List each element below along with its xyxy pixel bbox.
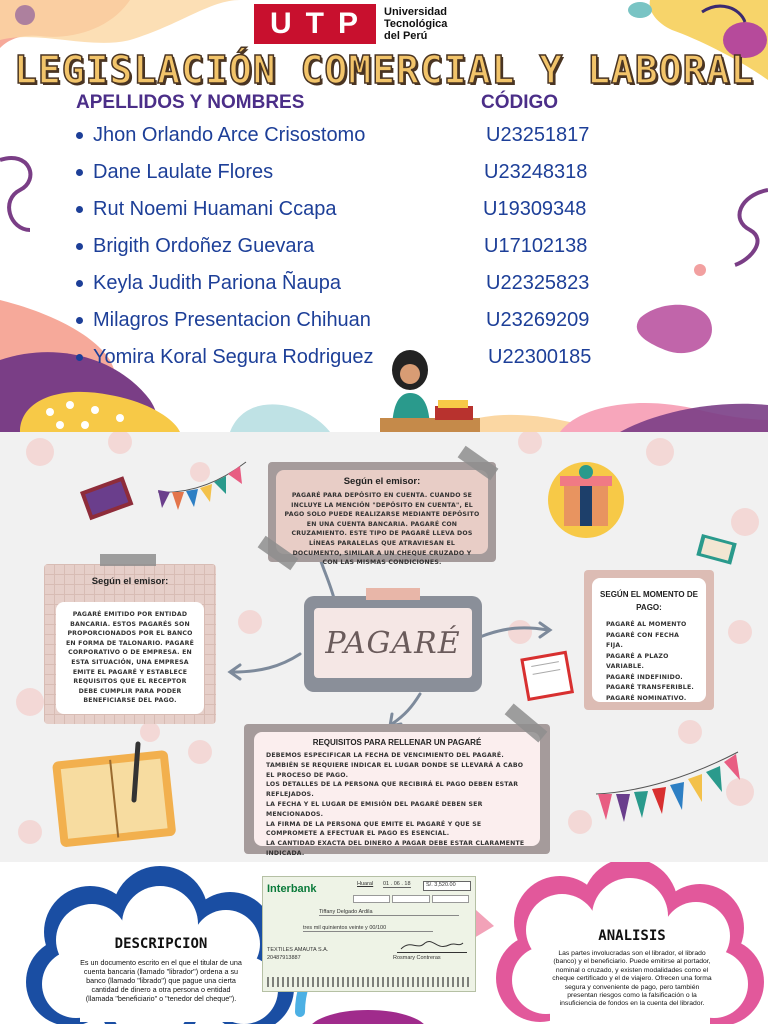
signature-icon <box>397 937 467 953</box>
student-illustration <box>380 348 480 432</box>
cheque-micr-line <box>267 977 471 987</box>
list-item: PAGARÉ TRANSFERIBLE. <box>606 684 694 691</box>
bullet-icon <box>76 317 83 324</box>
team-section <box>0 0 768 432</box>
payment-moment-card <box>584 570 714 710</box>
institution-line: del Perú <box>384 30 428 42</box>
member-code: U22325823 <box>486 272 590 294</box>
list-item: LA FIRMA DE LA PERSONA QUE EMITE EL PAGARÉ Y QUE SE COMPROMETE A EFECTUAR EL PAGO ES ESENCIAL. <box>266 820 482 838</box>
utp-logo-mark: UTP <box>254 4 376 44</box>
bullet-icon <box>76 169 83 176</box>
requirements-list <box>254 747 540 862</box>
cheque-amount-words: tres mil quinientos veinte y 00/100 <box>303 925 433 932</box>
card-title: REQUISITOS PARA RELLENAR UN PAGARÉ <box>312 738 482 747</box>
member-name <box>76 198 336 221</box>
utp-logo <box>254 4 447 44</box>
cheque-code-box <box>392 895 429 903</box>
member-code: U17102138 <box>484 235 588 257</box>
member-name <box>76 161 273 184</box>
list-item: PAGARÉ AL MOMENTO <box>606 621 687 628</box>
bank-name: Interbank <box>267 883 317 895</box>
list-item: PAGARÉ NOMINATIVO. <box>606 694 687 702</box>
cheque-ruc: 20487913887 <box>267 955 301 961</box>
requirements-card <box>244 724 550 857</box>
analysis-title: ANALISIS <box>598 928 666 944</box>
member-name <box>76 124 365 147</box>
member-name-text: Keyla Judith Pariona Ñaupa <box>93 272 341 294</box>
tape-decoration <box>100 554 156 566</box>
cheque-image <box>262 876 476 992</box>
code-column-header: CÓDIGO <box>481 92 559 113</box>
cheque-place: Huaral <box>357 881 374 887</box>
description-text: Es un documento escrito en el que el titular de una cuenta bancaria (llamado "librador") ordena a su banco (llamado "librado") que pague una cierta cantidad de dinero a otra persona o entidad (llamada "beneficiario" o "tenedor del cheque"). <box>80 958 242 1003</box>
member-name-text: Jhon Orlando Arce Crisostomo <box>93 124 366 146</box>
bullet-icon <box>76 243 83 250</box>
member-name <box>76 309 371 332</box>
issuer-card-left <box>44 564 216 724</box>
cheque-code-box <box>353 895 390 903</box>
payment-moment-list <box>592 614 706 704</box>
cheque-code-box <box>432 895 469 903</box>
cheque-currency: S/. <box>426 882 433 888</box>
list-item: DEBEMOS ESPECIFICAR LA FECHA DE VENCIMIENTO DEL PAGARÉ. <box>266 752 504 759</box>
bullet-icon <box>76 280 83 287</box>
list-item: PAGARÉ CON FECHA FIJA. <box>606 631 680 649</box>
cheque-payee: Tiffany Delgado Ardila <box>319 909 459 916</box>
member-code: U23248318 <box>484 161 588 183</box>
list-item: LOS DETALLES DE LA PERSONA QUE RECIBIRÁ EL PAGO DEBEN ESTAR REFLEJADOS. <box>266 781 519 799</box>
member-name-text: Milagros Presentacion Chihuan <box>93 309 371 331</box>
center-title: PAGARÉ <box>325 625 461 661</box>
bullet-icon <box>76 206 83 213</box>
card-title: Según el emisor: <box>343 476 421 487</box>
description-block <box>78 936 244 1003</box>
card-text: PAGARÉ PARA DEPÓSITO EN CUENTA. CUANDO SE INCLUYE LA MENCIÓN "DEPÓSITO EN CUENTA", EL PAGO SOLO PUEDE REALIZARSE MEDIANTE DEPÓSITO EN UNA CUENTA BANCARIA. PAGARÉ CON CRUZAMIENTO. ESTE TIPO DE PAGARÉ LLEVA DOS LÍNEAS PARALELAS QUE ATRAVIESAN EL DOCUMENTO, SIMILAR A UN CHEQUE CRUZADO Y CON LAS MISMAS CONDICIONES. <box>284 492 480 567</box>
names-column-header: APELLIDOS Y NOMBRES <box>76 92 305 113</box>
list-item: LA FECHA Y EL LUGAR DE EMISIÓN DEL PAGARÉ DEBEN SER MENCIONADOS. <box>266 800 483 818</box>
member-code: U19309348 <box>483 198 587 220</box>
utp-institution-name <box>384 6 447 42</box>
issuer-card-top <box>268 462 496 567</box>
analysis-block <box>552 928 712 1009</box>
cheque-amount: 3,520.00 <box>434 882 456 888</box>
description-title: DESCRIPCION <box>114 936 208 952</box>
member-code: U22300185 <box>488 346 592 368</box>
page-title: LEGISLACIÓN COMERCIAL Y LABORAL <box>14 48 755 92</box>
cheque-date: 01 . 06 . 18 <box>383 881 411 887</box>
card-text: PAGARÉ EMITIDO POR ENTIDAD BANCARIA. ESTOS PAGARÉS SON PROPORCIONADOS POR EL BANCO EN FORMA DE TALONARIO. PAGARÉ CORPORATIVO O DE EMPRESA. EN ESTA SITUACIÓN, UNA EMPRESA EMITE EL PAGARÉ Y ESTABLECE REQUISITOS QUE EL RECEPTOR DEBE CUMPLIR PARA PODER BENEFICIARSE DEL PAGO. <box>65 611 194 705</box>
list-item: TAMBIÉN SE REQUIERE INDICAR EL LUGAR DONDE SE LLEVARÁ A CABO EL PROCESO DE PAGO. <box>266 761 524 779</box>
member-name <box>76 272 341 295</box>
cheque-signer: Rosmary Contreras <box>393 955 441 961</box>
member-code: U23251817 <box>486 124 590 146</box>
bullet-icon <box>76 132 83 139</box>
member-name-text: Dane Laulate Flores <box>93 161 274 183</box>
institution-line: Universidad <box>384 6 447 18</box>
list-item: LA CANTIDAD EXACTA DEL DINERO A PAGAR DEBE ESTAR CLARAMENTE INDICADA. <box>266 840 525 857</box>
cheque-drawer: TEXTILES AMAUTA S.A. <box>267 947 329 953</box>
list-item: PAGARÉ A PLAZO VARIABLE. <box>606 652 669 670</box>
member-name-text: Rut Noemi Huamani Ccapa <box>93 198 337 220</box>
list-item: PAGARÉ INDEFINIDO. <box>606 673 683 681</box>
analysis-text: Las partes involucradas son el librador, el librado (banco) y el beneficiario. Puede emitirse al portador, nominal o cruzado, y existen modalidades como el cheque certificado y el de viajero. Ofrecen una forma segura y conveniente de pago, pero también presentan riesgos como la falsificación o la insuficiencia de fondos en la cuenta del librador. <box>552 950 712 1008</box>
cheque-section <box>0 862 768 1024</box>
member-name <box>76 235 314 258</box>
mindmap-section <box>0 432 768 862</box>
member-name-text: Yomira Koral Segura Rodriguez <box>93 346 374 368</box>
tape-decoration <box>366 588 420 600</box>
bullet-icon <box>76 354 83 361</box>
pagare-center-node <box>304 596 482 692</box>
member-name-text: Brigith Ordoñez Guevara <box>93 235 315 257</box>
card-title: SEGÚN EL MOMENTO DE PAGO: <box>600 590 698 612</box>
member-code: U23269209 <box>486 309 590 331</box>
card-title: Según el emisor: <box>91 576 169 587</box>
member-name <box>76 346 374 369</box>
institution-line: Tecnológica <box>384 18 448 30</box>
